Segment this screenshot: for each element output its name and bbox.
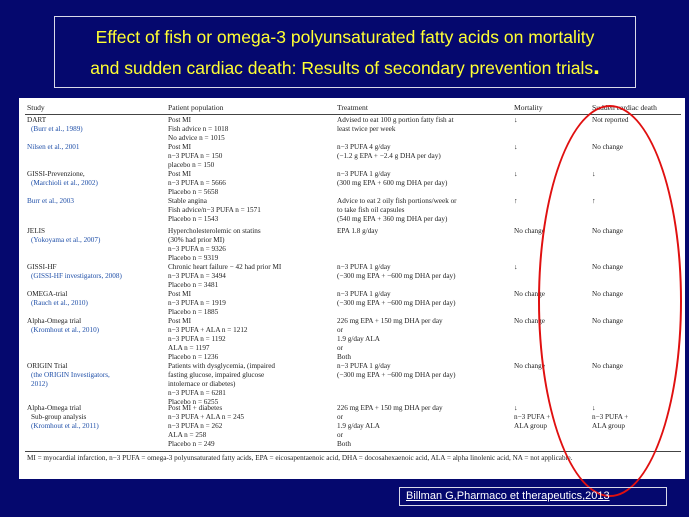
table-cell-treatment: 226 mg EPA + 150 mg DHA per day — [337, 317, 443, 325]
table-cell-treatment: to take fish oil capsules — [337, 205, 405, 214]
table-cell-population: n−3 PUFA n = 262 — [168, 421, 223, 430]
table-cell-treatment: EPA 1.8 g/day — [337, 227, 379, 235]
table-cell-treatment: 1.9 g/day ALA — [337, 334, 380, 343]
table-cell-study: (Marchioli et al., 2002) — [31, 178, 98, 187]
table-cell-study: Sub-group analysis — [31, 412, 87, 421]
table-cell-treatment: or — [337, 343, 343, 352]
table-cell-population: Patients with dysglycemia, (impaired — [168, 362, 275, 370]
table-cell-population: Placebo n = 3481 — [168, 280, 219, 289]
table-cell-study: (the ORIGIN Investigators, — [31, 370, 110, 379]
table-cell-scd: ↑ — [592, 197, 596, 205]
table-cell-population: No advice n = 1015 — [168, 133, 225, 142]
slide-title-line-2 — [90, 52, 600, 83]
table-footnote: MI = myocardial infarction, n−3 PUFA = omega-3 polyunsaturated fatty acids, EPA = eicosapentaenoic acid, DHA = docosahexaenoic acid, ALA = alpha linolenic acid, NA = not applicable. — [27, 454, 573, 462]
header-study: Study — [27, 103, 45, 112]
header-rule — [25, 114, 681, 115]
trials-table — [19, 98, 685, 479]
table-cell-mortality: ↓ — [514, 404, 518, 412]
table-cell-treatment: (−300 mg EPA + −600 mg DHA per day) — [337, 298, 456, 307]
table-cell-population: n−3 PUFA + ALA n = 245 — [168, 412, 244, 421]
table-cell-population: n−3 PUFA n = 9326 — [168, 244, 226, 253]
table-cell-population: intolernace or diabetes) — [168, 379, 236, 388]
table-cell-study: Burr et al., 2003 — [27, 197, 74, 205]
table-cell-study: GISSI-Prevenzione, — [27, 170, 85, 178]
slide-title-line-1: Effect of fish or omega-3 polyunsaturated fatty acids on mortality — [95, 26, 595, 47]
table-cell-study: OMEGA-trial — [27, 290, 68, 298]
table-cell-population: ALA n = 258 — [168, 430, 207, 439]
table-cell-population: Placebo n = 1236 — [168, 352, 219, 361]
slide-title-box — [54, 16, 636, 88]
table-cell-treatment: 226 mg EPA + 150 mg DHA per day — [337, 404, 443, 412]
table-cell-population: Post MI — [168, 170, 191, 178]
table-cell-scd: ↓ — [592, 170, 596, 178]
table-cell-mortality: No change — [514, 227, 545, 235]
table-cell-scd: No change — [592, 263, 623, 271]
header-patient-population: Patient population — [168, 103, 224, 112]
table-cell-mortality: ALA group — [514, 421, 547, 430]
table-cell-population: Post MI — [168, 317, 191, 325]
table-cell-study: Alpha-Omega trial — [27, 404, 82, 412]
table-cell-population: Post MI — [168, 290, 191, 298]
table-cell-treatment: least twice per week — [337, 124, 396, 133]
table-cell-study: JELIS — [27, 227, 45, 235]
table-cell-scd: ALA group — [592, 421, 625, 430]
table-cell-population: Placebo n = 1885 — [168, 307, 219, 316]
table-cell-study: DART — [27, 116, 47, 124]
table-cell-scd: ↓ — [592, 404, 596, 412]
table-cell-mortality: ↑ — [514, 197, 518, 205]
table-cell-population: n−3 PUFA n = 3494 — [168, 271, 226, 280]
table-cell-scd: No change — [592, 227, 623, 235]
table-cell-scd: No change — [592, 317, 623, 325]
table-cell-study: (GISSI-HF investigators, 2008) — [31, 271, 122, 280]
table-cell-mortality: ↓ — [514, 143, 518, 151]
table-cell-study: (Rauch et al., 2010) — [31, 298, 88, 307]
table-cell-scd: No change — [592, 290, 623, 298]
table-cell-treatment: n−3 PUFA 1 g/day — [337, 290, 391, 298]
table-cell-study: (Kromhout et al., 2011) — [31, 421, 99, 430]
table-cell-population: Post MI — [168, 116, 191, 124]
table-cell-treatment: (540 mg EPA + 360 mg DHA per day) — [337, 214, 448, 223]
table-cell-population: n−3 PUFA + ALA n = 1212 — [168, 325, 248, 334]
header-sudden-cardiac-death: Sudden cardiac death — [592, 103, 657, 112]
table-cell-treatment: Advice to eat 2 oily fish portions/week or — [337, 197, 457, 205]
table-cell-population: n−3 PUFA n = 1192 — [168, 334, 226, 343]
table-cell-treatment: n−3 PUFA 1 g/day — [337, 263, 391, 271]
table-cell-treatment: or — [337, 325, 343, 334]
table-cell-population: n−3 PUFA n = 5666 — [168, 178, 226, 187]
table-cell-population: n−3 PUFA n = 6281 — [168, 388, 226, 397]
table-cell-population: Fish advice n = 1018 — [168, 124, 229, 133]
table-cell-population: Placebo n = 6255 — [168, 397, 219, 406]
table-cell-population: Post MI + diabetes — [168, 404, 223, 412]
table-cell-scd: n−3 PUFA + — [592, 412, 629, 421]
table-cell-population: Hypercholesterolemic on statins — [168, 227, 261, 235]
table-cell-mortality: ↓ — [514, 170, 518, 178]
table-cell-population: placebo n = 150 — [168, 160, 215, 169]
table-cell-study: (Kromhout et al., 2010) — [31, 325, 100, 334]
table-cell-treatment: n−3 PUFA 1 g/day — [337, 362, 391, 370]
table-cell-study: Nilsen et al., 2001 — [27, 143, 80, 151]
table-cell-mortality: No change — [514, 290, 545, 298]
table-cell-treatment: n−3 PUFA 4 g/day — [337, 143, 391, 151]
header-mortality: Mortality — [514, 103, 543, 112]
table-cell-treatment: n−3 PUFA 1 g/day — [337, 170, 391, 178]
table-cell-population: Post MI — [168, 143, 191, 151]
table-cell-population: Placebo n = 249 — [168, 439, 215, 448]
table-cell-study: Alpha-Omega trial — [27, 317, 82, 325]
table-cell-scd: No change — [592, 143, 623, 151]
table-cell-treatment: (−300 mg EPA + −600 mg DHA per day) — [337, 370, 456, 379]
table-cell-study: (Burr et al., 1989) — [31, 124, 83, 133]
table-cell-population: (30% had prior MI) — [168, 235, 225, 244]
table-cell-treatment: (−300 mg EPA + −600 mg DHA per day) — [337, 271, 456, 280]
table-cell-mortality: n−3 PUFA + — [514, 412, 551, 421]
table-cell-treatment: (300 mg EPA + 600 mg DHA per day) — [337, 178, 448, 187]
table-cell-population: n−3 PUFA n = 1919 — [168, 298, 226, 307]
table-cell-mortality: No change — [514, 362, 545, 370]
citation-link[interactable]: Billman G,Pharmaco et therapeutics,2013 — [399, 487, 667, 506]
table-cell-population: Chronic heart failure − 42 had prior MI — [168, 263, 282, 271]
table-cell-study: 2012) — [31, 379, 48, 388]
table-cell-population: ALA n = 1197 — [168, 343, 210, 352]
footer-rule — [25, 451, 681, 452]
table-cell-treatment: 1.9 g/day ALA — [337, 421, 380, 430]
table-cell-mortality: ↓ — [514, 263, 518, 271]
table-cell-treatment: or — [337, 412, 343, 421]
table-cell-treatment: Advised to eat 100 g portion fatty fish at — [337, 116, 454, 124]
slide-title-dot: . — [593, 52, 600, 80]
table-cell-study: GISSI-HF — [27, 263, 57, 271]
table-cell-population: Fish advice/n−3 PUFA n = 1571 — [168, 205, 261, 214]
header-treatment: Treatment — [337, 103, 368, 112]
table-cell-population: fasting glucose, impaired glucose — [168, 370, 265, 379]
slide-title-line-2-text: and sudden cardiac death: Results of secondary prevention trials — [90, 57, 594, 78]
table-cell-population: Placebo n = 9319 — [168, 253, 219, 262]
table-cell-population: Placebo n = 5658 — [168, 187, 219, 196]
table-cell-scd: No change — [592, 362, 623, 370]
table-cell-study: ORIGIN Trial — [27, 362, 68, 370]
table-cell-treatment: (−1.2 g EPA + −2.4 g DHA per day) — [337, 151, 441, 160]
table-cell-treatment: or — [337, 430, 343, 439]
table-cell-population: Stable angina — [168, 197, 207, 205]
table-cell-treatment: Both — [337, 352, 351, 361]
table-cell-population: Placebo n = 1543 — [168, 214, 219, 223]
table-cell-study: (Yokoyama et al., 2007) — [31, 235, 101, 244]
table-cell-population: n−3 PUFA n = 150 — [168, 151, 223, 160]
table-cell-treatment: Both — [337, 439, 351, 448]
table-cell-scd: Not reported — [592, 116, 629, 124]
table-cell-mortality: ↓ — [514, 116, 518, 124]
table-cell-mortality: No change — [514, 317, 545, 325]
